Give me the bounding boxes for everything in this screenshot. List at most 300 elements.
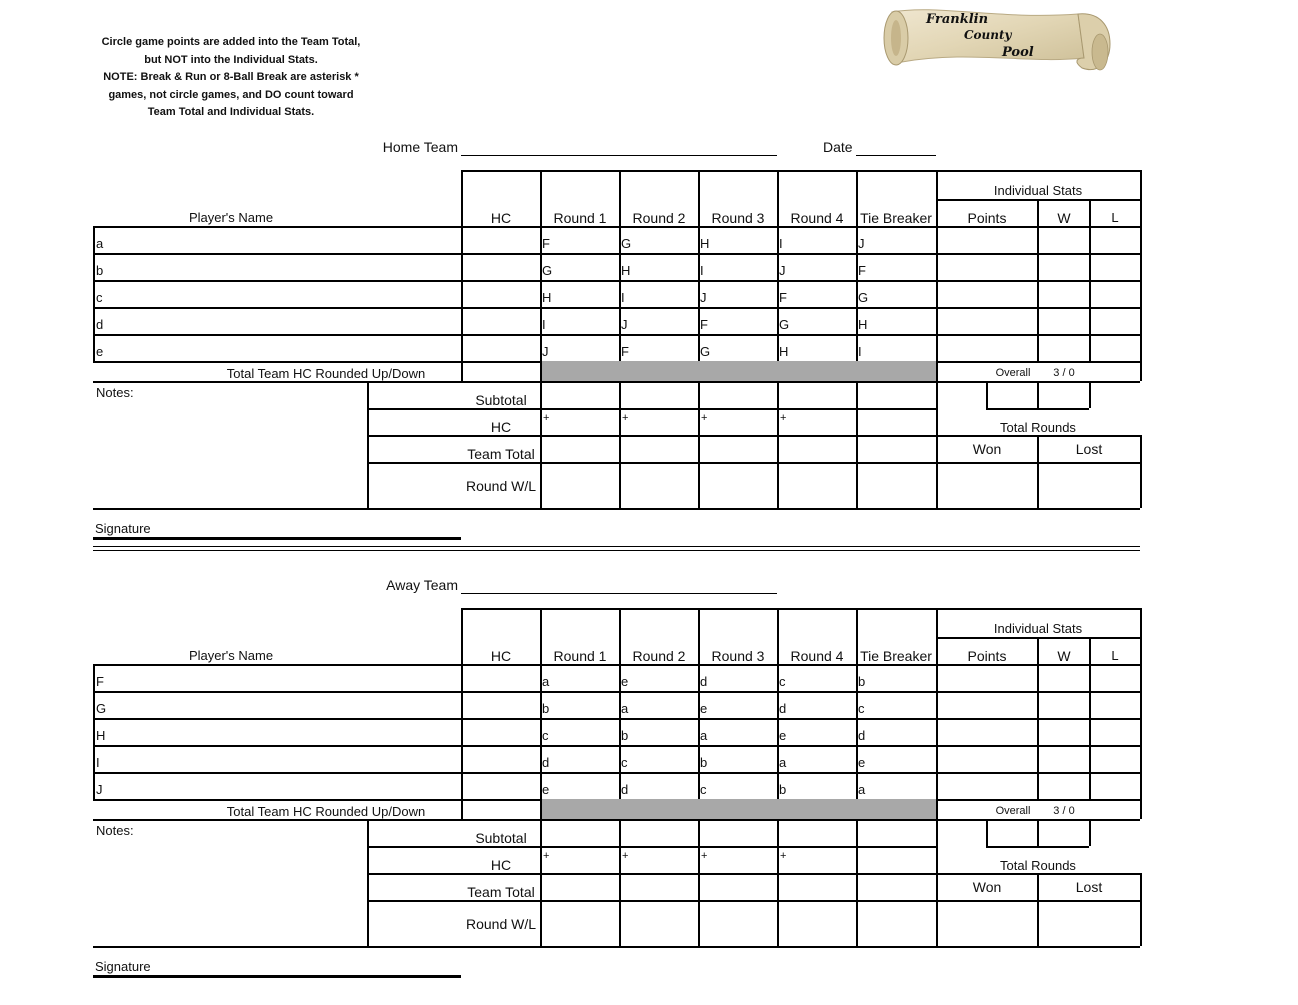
grid-line xyxy=(1140,608,1142,664)
grid-line xyxy=(461,170,1140,172)
individual-stats-header: Individual Stats xyxy=(993,621,1083,636)
overall-losses-field[interactable] xyxy=(1039,383,1087,406)
team-total-label: Team Total xyxy=(467,884,535,900)
player-name-field[interactable] xyxy=(108,228,458,251)
wins-field[interactable] xyxy=(1039,666,1087,689)
opponent-letter: c xyxy=(858,701,865,716)
round-score-field[interactable] xyxy=(870,282,932,305)
grid-line xyxy=(461,170,463,226)
instruction-line: Team Total and Individual Stats. xyxy=(147,106,315,118)
player-hc-field[interactable] xyxy=(463,309,538,332)
opponent-letter: d xyxy=(621,782,629,797)
round-score-field[interactable] xyxy=(712,336,774,359)
player-slot-label: b xyxy=(96,263,104,278)
player-slot-label: I xyxy=(96,755,100,770)
rounds-won-field[interactable] xyxy=(938,902,1035,944)
round-score-field[interactable] xyxy=(554,228,616,251)
points-header: Points xyxy=(967,210,1007,226)
summary-field[interactable] xyxy=(621,875,696,898)
notes-area[interactable] xyxy=(95,838,365,944)
wins-field[interactable] xyxy=(1039,255,1087,278)
instruction-line: Circle game points are added into the Team Total, xyxy=(101,36,361,48)
grid-line xyxy=(856,608,858,664)
round-score-field[interactable] xyxy=(554,747,616,770)
grid-line xyxy=(986,408,1089,410)
subtotal-label: Subtotal xyxy=(475,392,527,408)
grid-line xyxy=(93,664,95,799)
losses-header: L xyxy=(1111,210,1119,225)
plus-sign: + xyxy=(543,412,550,424)
losses-field[interactable] xyxy=(1091,282,1138,305)
subtotal-label: Subtotal xyxy=(475,830,527,846)
grid-line xyxy=(461,799,463,819)
summary-field[interactable] xyxy=(779,383,854,406)
summary-field[interactable] xyxy=(700,410,775,433)
summary-field[interactable] xyxy=(700,383,775,406)
round-score-field[interactable] xyxy=(791,309,853,332)
player-name-field[interactable] xyxy=(108,693,458,716)
opponent-letter: J xyxy=(700,290,707,305)
round-score-field[interactable] xyxy=(633,228,695,251)
player-slot-label: a xyxy=(96,236,104,251)
player-name-field[interactable] xyxy=(108,720,458,743)
opponent-letter: G xyxy=(858,290,869,305)
opponent-letter: H xyxy=(621,263,631,278)
player-hc-field[interactable] xyxy=(463,666,538,689)
losses-field[interactable] xyxy=(1091,747,1138,770)
summary-field[interactable] xyxy=(779,464,854,506)
grid-line xyxy=(1089,819,1091,846)
individual-stats-header: Individual Stats xyxy=(993,183,1083,198)
logo-line1: Franklin xyxy=(926,12,989,27)
grid-line xyxy=(936,946,1140,948)
won-label: Won xyxy=(972,441,1002,457)
round-score-field[interactable] xyxy=(712,720,774,743)
summary-field[interactable] xyxy=(858,902,933,944)
round-score-field[interactable] xyxy=(712,282,774,305)
round-score-field[interactable] xyxy=(633,747,695,770)
losses-header: L xyxy=(1111,648,1119,663)
player-name-field[interactable] xyxy=(108,255,458,278)
lost-label: Lost xyxy=(1075,441,1103,457)
round-score-field[interactable] xyxy=(870,747,932,770)
opponent-letter: e xyxy=(700,701,708,716)
round-score-field[interactable] xyxy=(633,309,695,332)
summary-field[interactable] xyxy=(779,437,854,460)
grid-line xyxy=(936,170,938,226)
overall-label: Overall xyxy=(995,805,1031,817)
notes-label: Notes: xyxy=(96,385,134,400)
plus-sign: + xyxy=(543,850,550,862)
grid-line xyxy=(1089,199,1091,226)
player-hc-field[interactable] xyxy=(463,282,538,305)
round-score-field[interactable] xyxy=(712,774,774,797)
grid-line xyxy=(540,170,542,226)
summary-field[interactable] xyxy=(700,464,775,506)
round-score-field[interactable] xyxy=(870,666,932,689)
signature-label: Signature xyxy=(95,521,151,536)
team-label: Home Team xyxy=(382,139,458,155)
round-score-field[interactable] xyxy=(633,666,695,689)
points-field[interactable] xyxy=(938,720,1035,743)
round-score-field[interactable] xyxy=(554,693,616,716)
wins-field[interactable] xyxy=(1039,720,1087,743)
round-score-field[interactable] xyxy=(870,309,932,332)
losses-field[interactable] xyxy=(1091,666,1138,689)
grid-line xyxy=(1140,799,1142,819)
player-name-field[interactable] xyxy=(108,282,458,305)
summary-field[interactable] xyxy=(542,848,617,871)
wins-field[interactable] xyxy=(1039,336,1087,359)
points-field[interactable] xyxy=(938,282,1035,305)
player-hc-field[interactable] xyxy=(463,255,538,278)
summary-field[interactable] xyxy=(542,821,617,844)
summary-field[interactable] xyxy=(700,437,775,460)
grid-line xyxy=(1140,226,1142,361)
opponent-letter: J xyxy=(858,236,865,251)
date-label: Date xyxy=(823,139,853,155)
player-slot-label: d xyxy=(96,317,104,332)
losses-field[interactable] xyxy=(1091,255,1138,278)
round-2-header: Round 2 xyxy=(632,210,686,226)
points-field[interactable] xyxy=(938,309,1035,332)
player-name-field[interactable] xyxy=(108,666,458,689)
summary-field[interactable] xyxy=(542,902,617,944)
summary-field[interactable] xyxy=(621,410,696,433)
opponent-letter: I xyxy=(700,263,704,278)
round-4-header: Round 4 xyxy=(790,210,844,226)
summary-field[interactable] xyxy=(542,464,617,506)
plus-sign: + xyxy=(622,850,629,862)
player-slot-label: c xyxy=(96,290,103,305)
points-field[interactable] xyxy=(938,255,1035,278)
hc-header: HC xyxy=(490,648,512,664)
section-divider xyxy=(93,550,1140,551)
opponent-letter: G xyxy=(621,236,632,251)
summary-field[interactable] xyxy=(542,437,617,460)
round-score-field[interactable] xyxy=(791,666,853,689)
wins-field[interactable] xyxy=(1039,282,1087,305)
round-score-field[interactable] xyxy=(633,774,695,797)
grid-line xyxy=(1140,170,1142,226)
round-score-field[interactable] xyxy=(870,336,932,359)
grid-line xyxy=(93,508,367,510)
grid-line xyxy=(367,508,936,510)
notes-area[interactable] xyxy=(95,400,365,506)
round-score-field[interactable] xyxy=(712,666,774,689)
date-field[interactable] xyxy=(856,155,936,156)
notes-label: Notes: xyxy=(96,823,134,838)
wins-field[interactable] xyxy=(1039,774,1087,797)
round-score-field[interactable] xyxy=(712,228,774,251)
signature-label: Signature xyxy=(95,959,151,974)
round-score-field[interactable] xyxy=(633,255,695,278)
won-label: Won xyxy=(972,879,1002,895)
opponent-letter: F xyxy=(858,263,866,278)
grid-line xyxy=(1037,199,1039,226)
round-1-header: Round 1 xyxy=(553,210,607,226)
summary-field[interactable] xyxy=(542,410,617,433)
player-hc-field[interactable] xyxy=(463,747,538,770)
round-score-field[interactable] xyxy=(712,693,774,716)
round-2-header: Round 2 xyxy=(632,648,686,664)
round-score-field[interactable] xyxy=(554,309,616,332)
round-score-field[interactable] xyxy=(554,282,616,305)
round-wl-label: Round W/L xyxy=(465,916,537,932)
summary-field[interactable] xyxy=(779,821,854,844)
summary-field[interactable] xyxy=(621,821,696,844)
opponent-letter: I xyxy=(621,290,625,305)
instruction-line: NOTE: Break & Run or 8-Ball Break are asterisk * xyxy=(103,71,359,83)
opponent-letter: c xyxy=(621,755,628,770)
summary-field[interactable] xyxy=(621,437,696,460)
round-score-field[interactable] xyxy=(870,720,932,743)
round-score-field[interactable] xyxy=(712,255,774,278)
opponent-letter: d xyxy=(700,674,708,689)
opponent-letter: G xyxy=(779,317,790,332)
instruction-line: games, not circle games, and DO count toward xyxy=(108,88,354,101)
wins-field[interactable] xyxy=(1039,693,1087,716)
opponent-letter: I xyxy=(779,236,783,251)
round-score-field[interactable] xyxy=(870,774,932,797)
summary-field[interactable] xyxy=(700,902,775,944)
round-score-field[interactable] xyxy=(791,747,853,770)
grid-line xyxy=(777,608,779,664)
grid-line xyxy=(367,946,936,948)
opponent-letter: c xyxy=(779,674,786,689)
signature-line-home[interactable] xyxy=(93,537,461,540)
grid-line xyxy=(936,508,1140,510)
round-score-field[interactable] xyxy=(554,255,616,278)
points-field[interactable] xyxy=(938,693,1035,716)
summary-field[interactable] xyxy=(542,875,617,898)
losses-field[interactable] xyxy=(1091,309,1138,332)
round-3-header: Round 3 xyxy=(711,210,765,226)
summary-field[interactable] xyxy=(858,410,933,433)
opponent-letter: a xyxy=(621,701,629,716)
total-team-hc-label: Total Team HC Rounded Up/Down xyxy=(226,366,426,381)
points-field[interactable] xyxy=(938,747,1035,770)
rounds-lost-field[interactable] xyxy=(1039,902,1138,944)
round-score-field[interactable] xyxy=(791,336,853,359)
round-score-field[interactable] xyxy=(791,228,853,251)
overall-losses-field[interactable] xyxy=(1039,821,1087,844)
round-score-field[interactable] xyxy=(870,228,932,251)
summary-field[interactable] xyxy=(621,383,696,406)
grid-line xyxy=(1089,637,1091,664)
round-score-field[interactable] xyxy=(791,720,853,743)
total-rounds-label: Total Rounds xyxy=(1000,858,1076,873)
wins-field[interactable] xyxy=(1039,228,1087,251)
round-score-field[interactable] xyxy=(633,720,695,743)
opponent-letter: d xyxy=(542,755,550,770)
overall-wins-field[interactable] xyxy=(988,821,1035,844)
grid-line xyxy=(936,799,938,819)
team-name-field[interactable] xyxy=(461,140,777,156)
shaded-cell xyxy=(540,799,936,819)
opponent-letter: d xyxy=(779,701,787,716)
rounds-won-field[interactable] xyxy=(938,464,1035,506)
grid-line xyxy=(698,170,700,226)
team-total-label: Team Total xyxy=(467,446,535,462)
losses-field[interactable] xyxy=(1091,228,1138,251)
player-hc-field[interactable] xyxy=(463,228,538,251)
summary-field[interactable] xyxy=(700,875,775,898)
grid-line xyxy=(1089,381,1091,408)
summary-field[interactable] xyxy=(858,875,933,898)
overall-label: Overall xyxy=(995,367,1031,379)
grid-line xyxy=(1140,873,1142,946)
tie-breaker-header: Tie Breaker xyxy=(860,648,932,664)
losses-field[interactable] xyxy=(1091,774,1138,797)
team-name-field[interactable] xyxy=(461,578,777,594)
opponent-letter: a xyxy=(542,674,550,689)
overall-value: 3 / 0 xyxy=(1053,367,1075,379)
opponent-letter: I xyxy=(858,344,862,359)
players-name-header: Player's Name xyxy=(188,210,274,225)
grid-line xyxy=(367,381,369,508)
points-header: Points xyxy=(967,648,1007,664)
losses-field[interactable] xyxy=(1091,693,1138,716)
losses-field[interactable] xyxy=(1091,720,1138,743)
points-field[interactable] xyxy=(938,774,1035,797)
summary-field[interactable] xyxy=(858,383,933,406)
grid-line xyxy=(986,846,1089,848)
grid-line xyxy=(367,819,369,946)
opponent-letter: G xyxy=(542,263,553,278)
grid-line xyxy=(461,608,463,664)
wins-field[interactable] xyxy=(1039,747,1087,770)
summary-field[interactable] xyxy=(858,848,933,871)
logo-line3: Pool xyxy=(1002,45,1034,60)
summary-field[interactable] xyxy=(779,875,854,898)
grid-line xyxy=(540,799,542,819)
points-field[interactable] xyxy=(938,228,1035,251)
round-score-field[interactable] xyxy=(554,666,616,689)
grid-line xyxy=(1140,435,1142,508)
shaded-cell xyxy=(540,361,936,381)
round-1-header: Round 1 xyxy=(553,648,607,664)
opponent-letter: c xyxy=(700,782,707,797)
opponent-letter: I xyxy=(542,317,546,332)
plus-sign: + xyxy=(780,412,787,424)
round-wl-label: Round W/L xyxy=(465,478,537,494)
grid-line xyxy=(1140,361,1142,381)
hc-row-label: HC xyxy=(490,857,512,873)
wins-header: W xyxy=(1057,648,1071,664)
round-score-field[interactable] xyxy=(633,282,695,305)
opponent-letter: e xyxy=(779,728,787,743)
summary-field[interactable] xyxy=(621,848,696,871)
round-score-field[interactable] xyxy=(554,774,616,797)
opponent-letter: b xyxy=(858,674,866,689)
signature-line-away[interactable] xyxy=(93,975,461,978)
opponent-letter: d xyxy=(858,728,866,743)
summary-field[interactable] xyxy=(542,383,617,406)
summary-field[interactable] xyxy=(779,902,854,944)
hc-header: HC xyxy=(490,210,512,226)
summary-field[interactable] xyxy=(700,848,775,871)
summary-field[interactable] xyxy=(621,902,696,944)
round-score-field[interactable] xyxy=(791,282,853,305)
player-slot-label: J xyxy=(96,782,103,797)
plus-sign: + xyxy=(780,850,787,862)
opponent-letter: c xyxy=(542,728,549,743)
total-team-hc-field[interactable] xyxy=(463,801,538,818)
summary-field[interactable] xyxy=(779,848,854,871)
points-field[interactable] xyxy=(938,336,1035,359)
opponent-letter: F xyxy=(779,290,787,305)
summary-field[interactable] xyxy=(700,821,775,844)
grid-line xyxy=(619,608,621,664)
player-name-field[interactable] xyxy=(108,309,458,332)
grid-line xyxy=(619,170,621,226)
round-score-field[interactable] xyxy=(712,309,774,332)
player-name-field[interactable] xyxy=(108,747,458,770)
grid-line xyxy=(540,608,542,664)
round-score-field[interactable] xyxy=(791,255,853,278)
player-hc-field[interactable] xyxy=(463,720,538,743)
round-score-field[interactable] xyxy=(712,747,774,770)
player-hc-field[interactable] xyxy=(463,336,538,359)
points-field[interactable] xyxy=(938,666,1035,689)
opponent-letter: J xyxy=(542,344,549,359)
rounds-lost-field[interactable] xyxy=(1039,464,1138,506)
opponent-letter: b xyxy=(621,728,629,743)
plus-sign: + xyxy=(701,850,708,862)
round-score-field[interactable] xyxy=(870,255,932,278)
grid-line xyxy=(1140,664,1142,799)
total-rounds-label: Total Rounds xyxy=(1000,420,1076,435)
opponent-letter: a xyxy=(700,728,708,743)
total-team-hc-field[interactable] xyxy=(463,363,538,380)
opponent-letter: b xyxy=(700,755,708,770)
losses-field[interactable] xyxy=(1091,336,1138,359)
hc-row-label: HC xyxy=(490,419,512,435)
round-score-field[interactable] xyxy=(870,693,932,716)
grid-line xyxy=(1037,637,1039,664)
player-name-field[interactable] xyxy=(108,336,458,359)
round-score-field[interactable] xyxy=(791,693,853,716)
player-hc-field[interactable] xyxy=(463,774,538,797)
summary-field[interactable] xyxy=(858,437,933,460)
opponent-letter: J xyxy=(621,317,628,332)
opponent-letter: H xyxy=(542,290,552,305)
summary-field[interactable] xyxy=(779,410,854,433)
opponent-letter: e xyxy=(542,782,550,797)
round-score-field[interactable] xyxy=(633,336,695,359)
plus-sign: + xyxy=(622,412,629,424)
round-score-field[interactable] xyxy=(554,336,616,359)
wins-field[interactable] xyxy=(1039,309,1087,332)
player-name-field[interactable] xyxy=(108,774,458,797)
opponent-letter: F xyxy=(700,317,708,332)
summary-field[interactable] xyxy=(858,464,933,506)
player-slot-label: H xyxy=(96,728,106,743)
summary-field[interactable] xyxy=(858,821,933,844)
round-score-field[interactable] xyxy=(791,774,853,797)
round-score-field[interactable] xyxy=(554,720,616,743)
opponent-letter: a xyxy=(779,755,787,770)
logo-line2: County xyxy=(964,28,1012,42)
overall-value: 3 / 0 xyxy=(1053,805,1075,817)
opponent-letter: a xyxy=(858,782,866,797)
summary-field[interactable] xyxy=(621,464,696,506)
round-score-field[interactable] xyxy=(633,693,695,716)
overall-wins-field[interactable] xyxy=(988,383,1035,406)
instructions xyxy=(66,34,396,122)
player-hc-field[interactable] xyxy=(463,693,538,716)
